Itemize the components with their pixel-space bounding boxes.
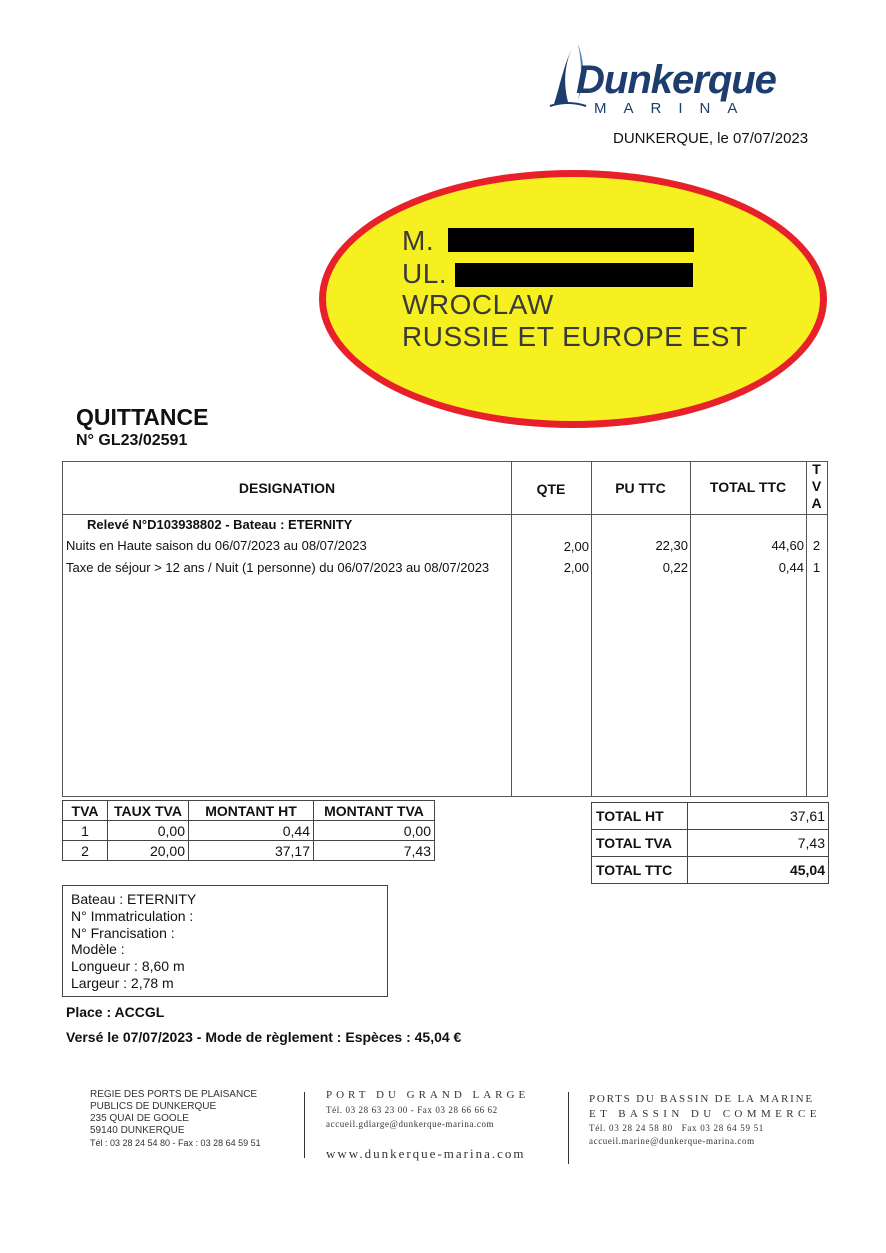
tva-header: TAUX TVA <box>108 801 189 821</box>
row-total: 44,60 <box>771 538 804 553</box>
tva-cell: 2 <box>63 841 108 861</box>
place-date: DUNKERQUE, le 07/07/2023 <box>613 130 809 147</box>
row-qte: 2,00 <box>563 560 589 575</box>
total-label: TOTAL TVA <box>592 830 688 856</box>
row-designation: Taxe de séjour > 12 ans / Nuit (1 personne) du 06/07/2023 au 08/07/2023 <box>66 560 490 575</box>
address-ellipse <box>319 170 827 428</box>
document-title: QUITTANCE <box>76 404 209 430</box>
redaction-bar <box>448 228 694 252</box>
boat-length: Longueur : 8,60 m <box>71 958 185 975</box>
boat-name: Bateau : ETERNITY <box>71 891 197 907</box>
address-city: WROCLAW <box>402 289 554 320</box>
document-number: N° GL23/02591 <box>76 432 188 449</box>
row-qte: 2,00 <box>563 539 589 554</box>
tva-cell: 20,00 <box>108 841 189 861</box>
tva-table <box>62 800 435 861</box>
items-table <box>62 461 828 797</box>
total-label: TOTAL HT <box>592 803 688 829</box>
boat-width: Largeur : 2,78 m <box>71 974 174 991</box>
total-value: 45,04 <box>789 862 825 878</box>
row-total: 0,44 <box>778 560 804 575</box>
row-designation: Nuits en Haute saison du 06/07/2023 au 08/07/2023 <box>66 538 367 553</box>
payment-line: Versé le 07/07/2023 - Mode de règlement : Espèces : 45,04 € <box>66 1029 462 1045</box>
total-tva-row <box>592 830 828 857</box>
col-header-total: TOTAL TTC <box>709 479 787 495</box>
tva-cell: 0,00 <box>314 821 435 841</box>
boat-francisation: N° Francisation : <box>71 924 175 941</box>
row-pu: 22,30 <box>655 538 688 553</box>
col-header-tva: T V A <box>811 461 822 511</box>
col-header-qte: QTE <box>536 481 566 497</box>
total-ttc-row <box>592 857 828 883</box>
total-value: 7,43 <box>797 835 825 851</box>
tva-cell: 1 <box>63 821 108 841</box>
tva-cell: 0,00 <box>108 821 189 841</box>
website-link[interactable]: www.dunkerque-marina.com <box>326 1146 526 1161</box>
tva-header: MONTANT HT <box>189 801 314 821</box>
total-label: TOTAL TTC <box>592 857 688 883</box>
footer-grand-large: PORT DU GRAND LARGE Tél. 03 28 63 23 00 - Fax 03 28 66 66 62 accueil.gdlarge@dunkerque-marina.com www.dunkerque-marina.com <box>326 1089 530 1161</box>
tva-cell: 37,17 <box>189 841 314 861</box>
table-row <box>63 821 435 841</box>
logo-wordmark: Dunkerque <box>576 58 776 102</box>
address-line-1: M. <box>402 225 435 256</box>
tva-cell: 7,43 <box>314 841 435 861</box>
boat-immatriculation: N° Immatriculation : <box>71 907 194 924</box>
logo-subtitle: MARINA <box>594 100 755 117</box>
row-tva: 1 <box>812 560 821 575</box>
col-header-pu: PU TTC <box>615 480 666 496</box>
total-value: 37,61 <box>789 808 825 824</box>
footer-regie: REGIE DES PORTS DE PLAISANCE PUBLICS DE DUNKERQUE 235 QUAI DE GOOLE 59140 DUNKERQUE Tél : 03 28 24 54 80 - Fax : 03 28 64 59 51 <box>90 1089 261 1148</box>
redaction-bar <box>455 263 693 287</box>
table-row <box>63 841 435 861</box>
boat-model: Modèle : <box>71 941 125 958</box>
total-ht-row <box>592 803 828 830</box>
footer-divider <box>304 1092 305 1158</box>
tva-cell: 0,44 <box>189 821 314 841</box>
col-header-designation: DESIGNATION <box>238 480 336 496</box>
row-pu: 0,22 <box>662 560 688 575</box>
berth-place: Place : ACCGL <box>66 1004 165 1020</box>
releve-line: Relevé N°D103938802 - Bateau : ETERNITY <box>87 517 353 532</box>
footer-divider <box>568 1092 569 1164</box>
tva-header: MONTANT TVA <box>314 801 435 821</box>
tva-header: TVA <box>63 801 108 821</box>
totals-box <box>591 802 829 884</box>
footer-bassin-marine: PORTS DU BASSIN DE LA MARINE ET BASSIN DU COMMERCE Tél. 03 28 24 58 80 Fax 03 28 64 59 51 accueil.marine@dunkerque-marina.com <box>589 1093 821 1146</box>
address-line-2: UL. <box>402 258 448 289</box>
boat-info-box <box>62 885 388 997</box>
address-region: RUSSIE ET EUROPE EST <box>402 321 748 352</box>
row-tva: 2 <box>812 538 821 553</box>
